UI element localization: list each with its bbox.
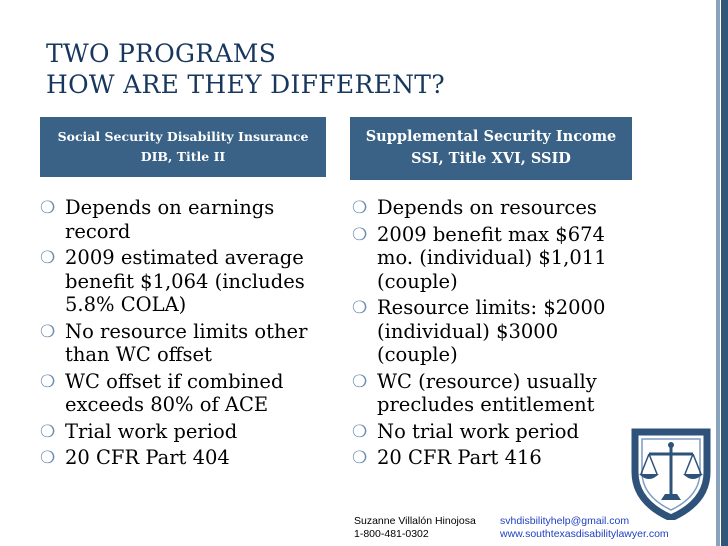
footer-email-link[interactable]: svhdisbilityhelp@gmail.com — [500, 515, 630, 527]
bullet-icon: ❍ — [40, 321, 56, 342]
bullet-icon: ❍ — [352, 371, 368, 392]
list-item: ❍ Trial work period — [40, 419, 238, 443]
ssdi-heading-line-2: DIB, Title II — [140, 149, 226, 164]
bullet-icon: ❍ — [40, 248, 56, 268]
list-item: ❍ Depends on resources — [352, 196, 597, 219]
list-item: ❍ Resource limits: $2000 (individual) $3000 (couple) — [352, 296, 606, 366]
bullet-icon: ❍ — [40, 421, 56, 442]
bullet-icon: ❍ — [352, 298, 368, 318]
ssi-bullet-list — [352, 196, 632, 473]
list-item: ❍ WC (resource) usually precludes entitlement — [352, 369, 597, 416]
slide-title — [46, 38, 686, 100]
bullet-icon: ❍ — [352, 224, 368, 245]
ssi-heading — [350, 117, 632, 180]
list-item: ❍ 2009 estimated average benefit $1,064 (includes 5.8% COLA) — [40, 246, 305, 316]
footer-website-link[interactable]: www.southtexasdisabilitylawyer.com — [500, 528, 669, 540]
ssi-heading-line-1: Supplemental Security Income — [365, 128, 617, 145]
title-line-1: TWO PROGRAMS — [46, 39, 277, 68]
bullet-icon: ❍ — [40, 448, 56, 468]
bullet-icon: ❍ — [40, 198, 56, 218]
footer-phone: 1-800-481-0302 — [354, 528, 429, 540]
bullet-icon: ❍ — [352, 198, 368, 218]
title-line-2: HOW ARE THEY DIFFERENT? — [46, 70, 445, 99]
list-item: ❍ 2009 benefit max $674 mo. (individual) $1,011 (couple) — [352, 222, 607, 293]
ssdi-heading-line-1: Social Security Disability Insurance — [57, 129, 309, 144]
right-edge-bar — [716, 0, 728, 546]
ssdi-bullet-list — [40, 196, 330, 473]
ssdi-heading — [40, 117, 326, 177]
scales-of-justice-shield-icon — [625, 428, 717, 520]
list-item: ❍ WC offset if combined exceeds 80% of ACE — [40, 369, 284, 416]
ssi-heading-line-2: SSI, Title XVI, SSID — [411, 150, 571, 167]
list-item: ❍ 20 CFR Part 416 — [352, 446, 542, 469]
list-item: ❍ Depends on earnings record — [40, 196, 275, 243]
list-item: ❍ 20 CFR Part 404 — [40, 446, 230, 469]
bullet-icon: ❍ — [352, 421, 368, 442]
bullet-icon: ❍ — [40, 371, 56, 392]
bullet-icon: ❍ — [352, 448, 368, 468]
list-item: ❍ No resource limits other than WC offset — [40, 319, 308, 366]
footer-attorney-name: Suzanne Villalón Hinojosa — [354, 515, 476, 527]
list-item: ❍ No trial work period — [352, 419, 580, 443]
